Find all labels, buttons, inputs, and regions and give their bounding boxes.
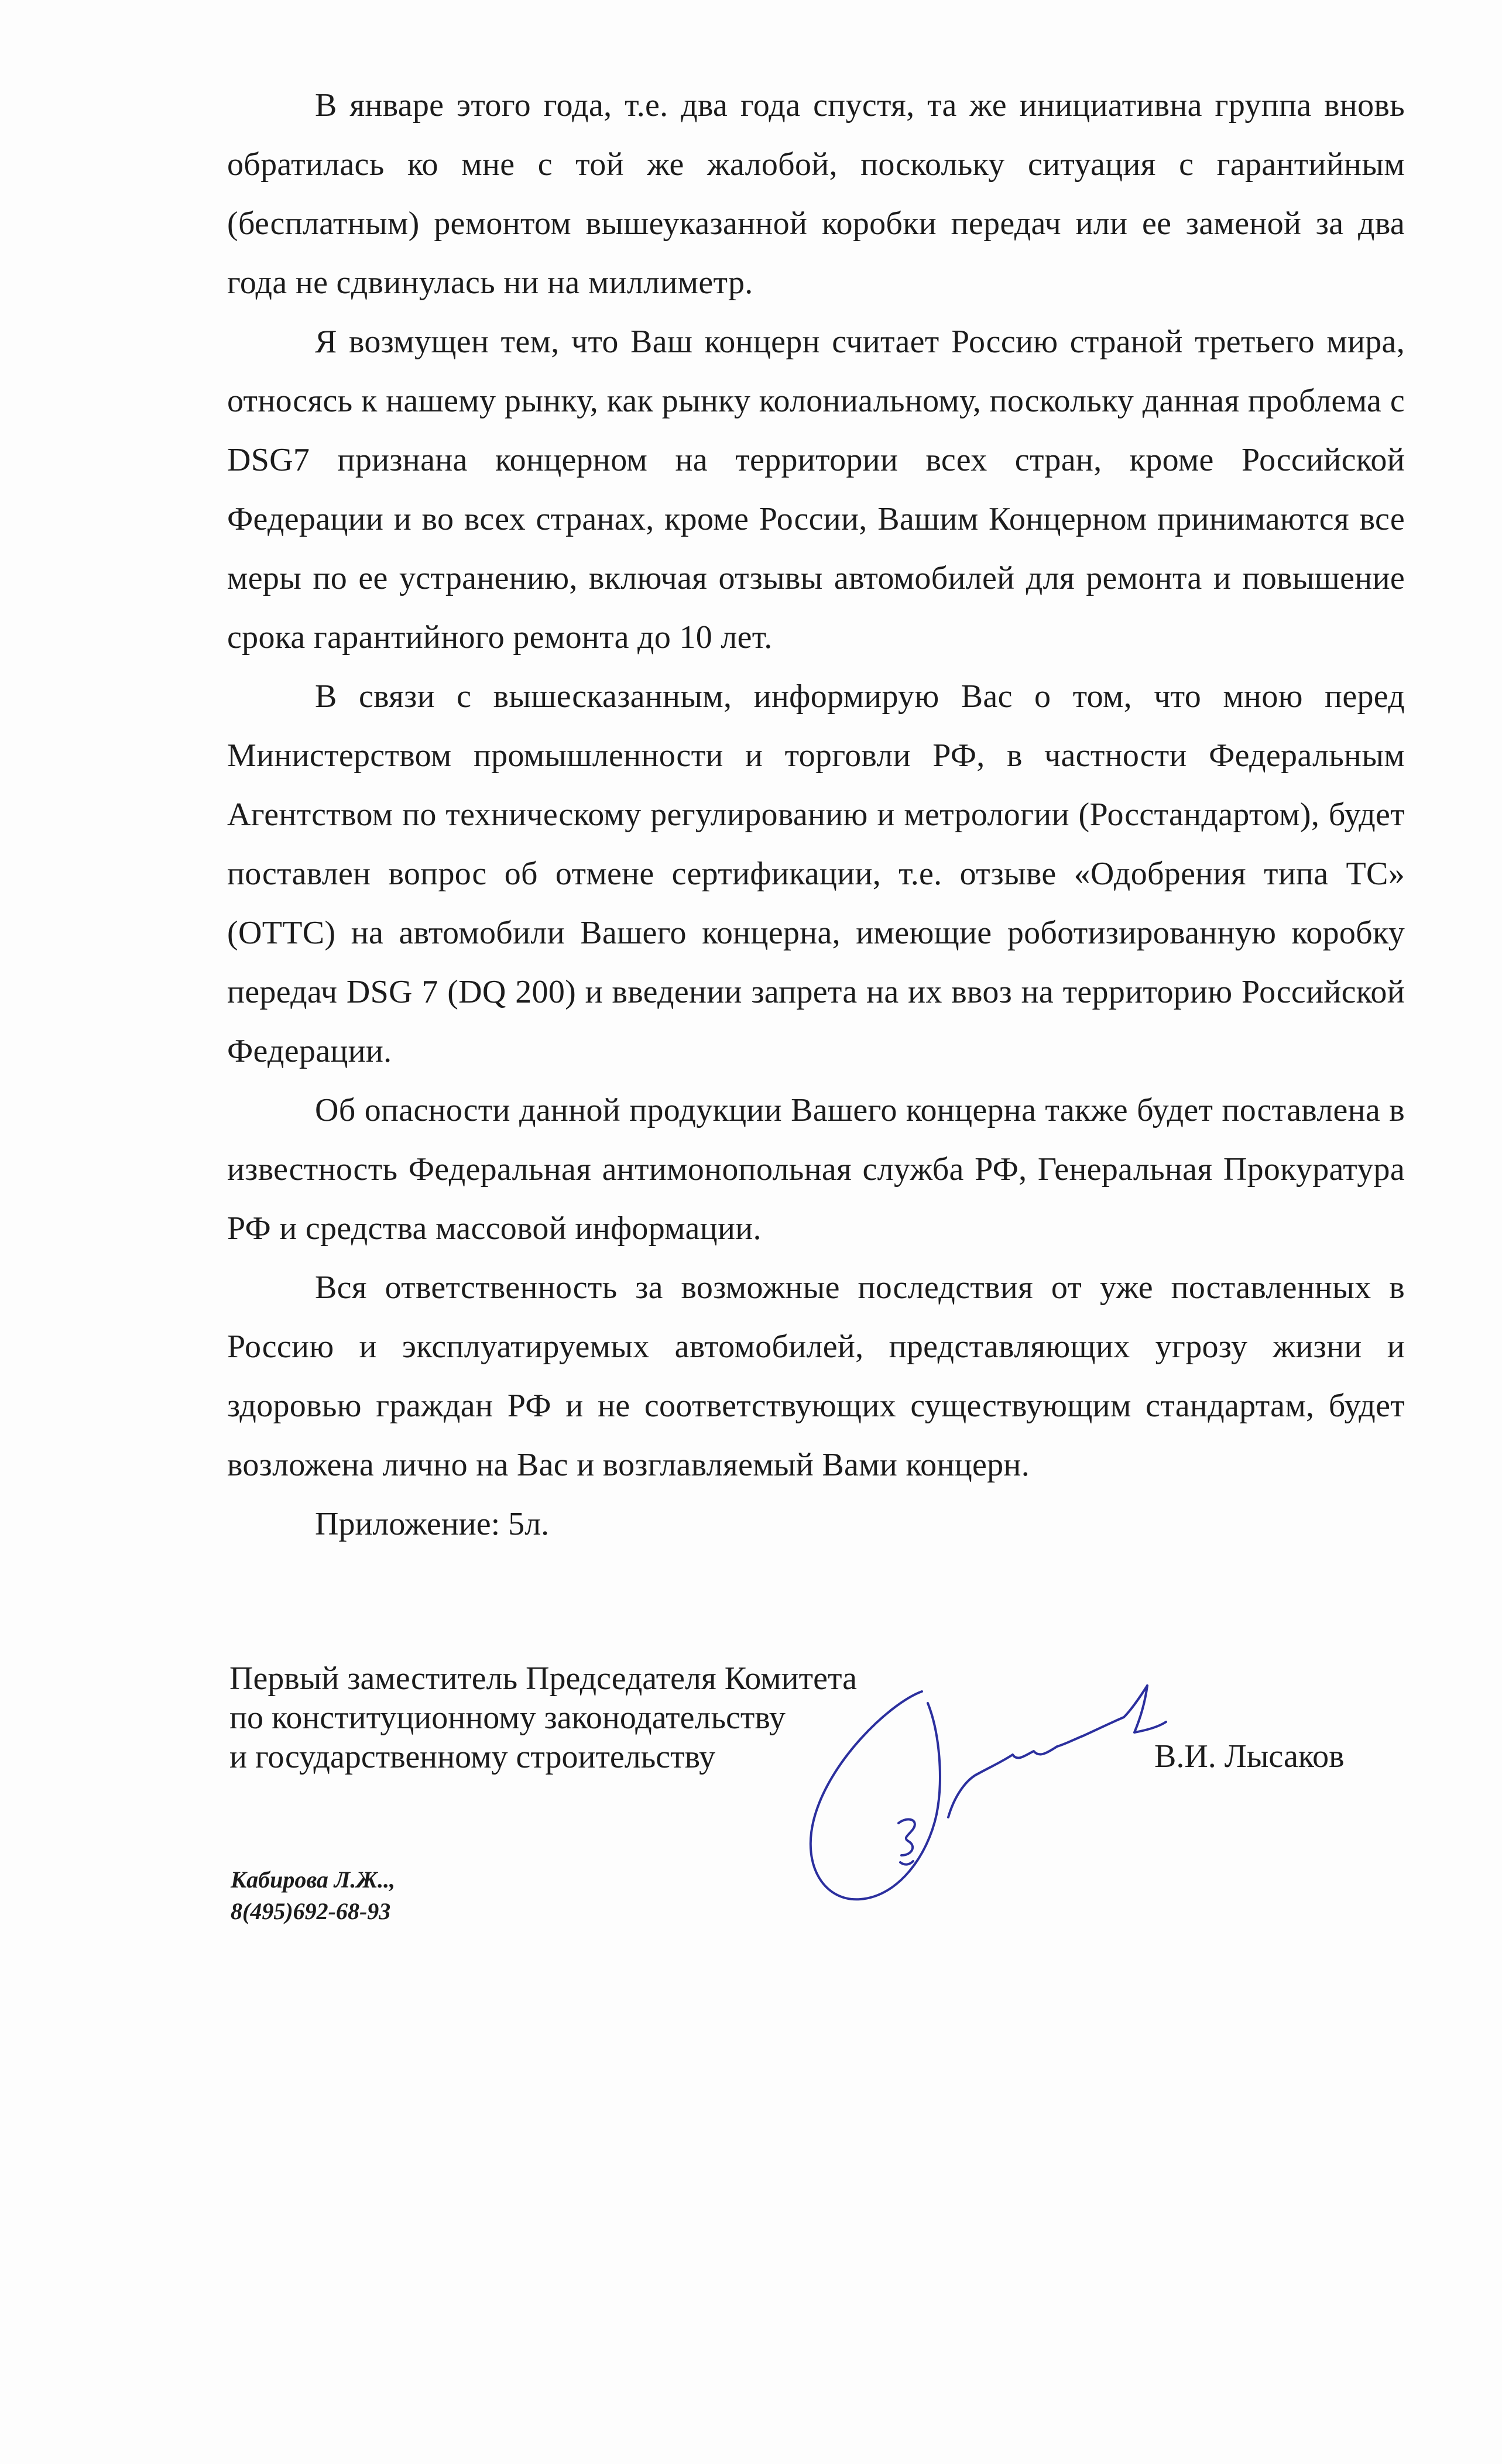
paragraph-1: В январе этого года, т.е. два года спустя, та же инициативна группа вновь обратилась ко мне с той же жалобой, поскольку ситуация с гарантийным (бесплатным) ремонтом вышеуказанной коробки передач или ее заменой за два года не сдвинулась ни на миллиметр. — [227, 87, 1405, 301]
handwritten-signature — [773, 1680, 1171, 1926]
paragraph-2: Я возмущен тем, что Ваш концерн считает Россию страной третьего мира, относясь к нашему рынку, как рынку колониальному, поскольку данная проблема с DSG7 признана концерном на территории всех стран, кроме Российской Федерации и во всех странах, кроме России, Вашим Концерном принимаются все меры по ее устранению, включая отзывы автомобилей для ремонта и повышение срока гарантийного ремонта до 10 лет. — [227, 324, 1405, 656]
paragraph-5: Вся ответственность за возможные последствия от уже поставленных в Россию и эксплуатируемых автомобилей, представляющих угрозу жизни и здоровью граждан РФ и не соответствующих существующим стандартам, будет возложена лично на Вас и возглавляемый Вами концерн. — [227, 1269, 1405, 1483]
executor-phone: 8(495)692-68-93 — [231, 1898, 391, 1924]
executor-contact — [231, 1864, 395, 1927]
paragraph-4: Об опасности данной продукции Вашего концерна также будет поставлена в известность Федеральная антимонопольная служба РФ, Генеральная Прокуратура РФ и средства массовой информации. — [227, 1092, 1405, 1247]
executor-name: Кабирова Л.Ж.., — [231, 1866, 396, 1893]
position-line-2: по конституционному законодательству — [229, 1700, 786, 1736]
position-line-1: Первый заместитель Председателя Комитета — [229, 1660, 857, 1697]
appendix-note: Приложение: 5л. — [315, 1506, 550, 1542]
signer-name: В.И. Лысаков — [1154, 1738, 1345, 1775]
letter-body — [227, 76, 1405, 1554]
paragraph-3: В связи с вышесказанным, информирую Вас о том, что мною перед Министерством промышленности и торговли РФ, в частности Федеральным Агентством по техническому регулированию и метрологии (Росстандартом), будет поставлен вопрос об отмене сертификации, т.е. отзыве «Одобрения типа ТС» (ОТТС) на автомобили Вашего концерна, имеющие роботизированную коробку передач DSG 7 (DQ 200) и введении запрета на их ввоз на территорию Российской Федерации. — [227, 678, 1405, 1069]
position-line-3: и государственному строительству — [229, 1739, 716, 1775]
